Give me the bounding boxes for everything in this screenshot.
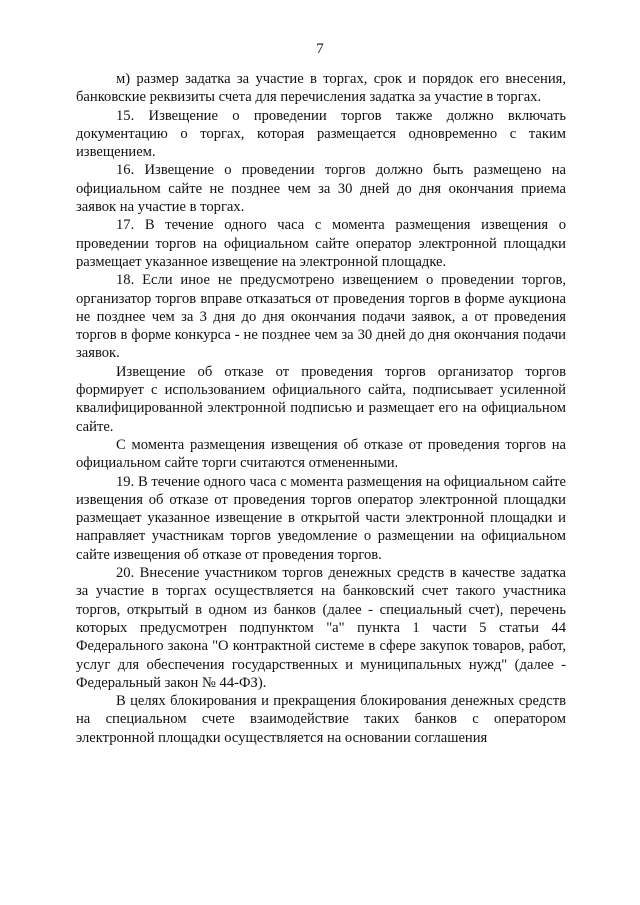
paragraph-19-operator-notification: 19. В течение одного часа с момента размещения на официальном сайте извещения об отказе от проведения торгов оператор электронной площадки размещает указанное извещение в открытой части электронной площадки и направляет участникам торгов уведомление о размещении на официальном сайте извещения об отказе от проведения торгов. xyxy=(76,473,566,563)
paragraph-17-operator-publication: 17. В течение одного часа с момента размещения извещения о проведении торгов на официальном сайте оператор электронной площадки размещает указанное извещение на электронной площадке. xyxy=(76,217,566,270)
paragraph-18-cancellation: 18. Если иное не предусмотрено извещением о проведении торгов, организатор торгов вправе отказаться от проведения торгов в форме аукциона не позднее чем за 3 дня до дня окончания подачи заявок, а от проведения торгов в форме конкурса - не позднее чем за 30 дней до дня окончания подачи заявок. xyxy=(76,272,566,362)
paragraph-20-deposit-account: 20. Внесение участником торгов денежных средств в качестве задатка за участие в торгах осуществляется на банковский счет такого участника торгов, открытый в одном из банков (далее - специальный счет), перечень которых предусмотрен подпунктом "а" пункта 1 части 5 статьи 44 Федерального закона "О контрактной системе в сфере закупок товаров, работ, услуг для обеспечения государственных и муниципальных нужд" (далее - Федеральный закон № 44-ФЗ). xyxy=(76,565,566,691)
page-number: 7 xyxy=(316,41,324,57)
paragraph-cancellation-effect: С момента размещения извещения об отказе от проведения торгов на официальном сайте торги считаются отмененными. xyxy=(76,436,566,472)
paragraph-16-publication-deadline: 16. Извещение о проведении торгов должно быть размещено на официальном сайте не позднее чем за 30 дней до дня окончания приема заявок на участие в торгах. xyxy=(76,162,566,216)
document-body xyxy=(76,70,566,747)
paragraph-item-m-deposit: м) размер задатка за участие в торгах, срок и порядок его внесения, банковские реквизиты счета для перечисления задатка за участие в торгах. xyxy=(76,71,566,106)
paragraph-blocking-funds: В целях блокирования и прекращения блокирования денежных средств на специальном счете взаимодействие таких банков с оператором электронной площадки осуществляется на основании соглашения xyxy=(76,693,566,746)
paragraph-cancellation-notice: Извещение об отказе от проведения торгов организатор торгов формирует с использованием официального сайта, подписывает усиленной квалифицированной электронной подписью и размещает его на официальном сайте. xyxy=(76,363,566,435)
paragraph-15-documentation: 15. Извещение о проведении торгов также должно включать документацию о торгах, которая размещается одновременно с таким извещением. xyxy=(76,107,566,161)
